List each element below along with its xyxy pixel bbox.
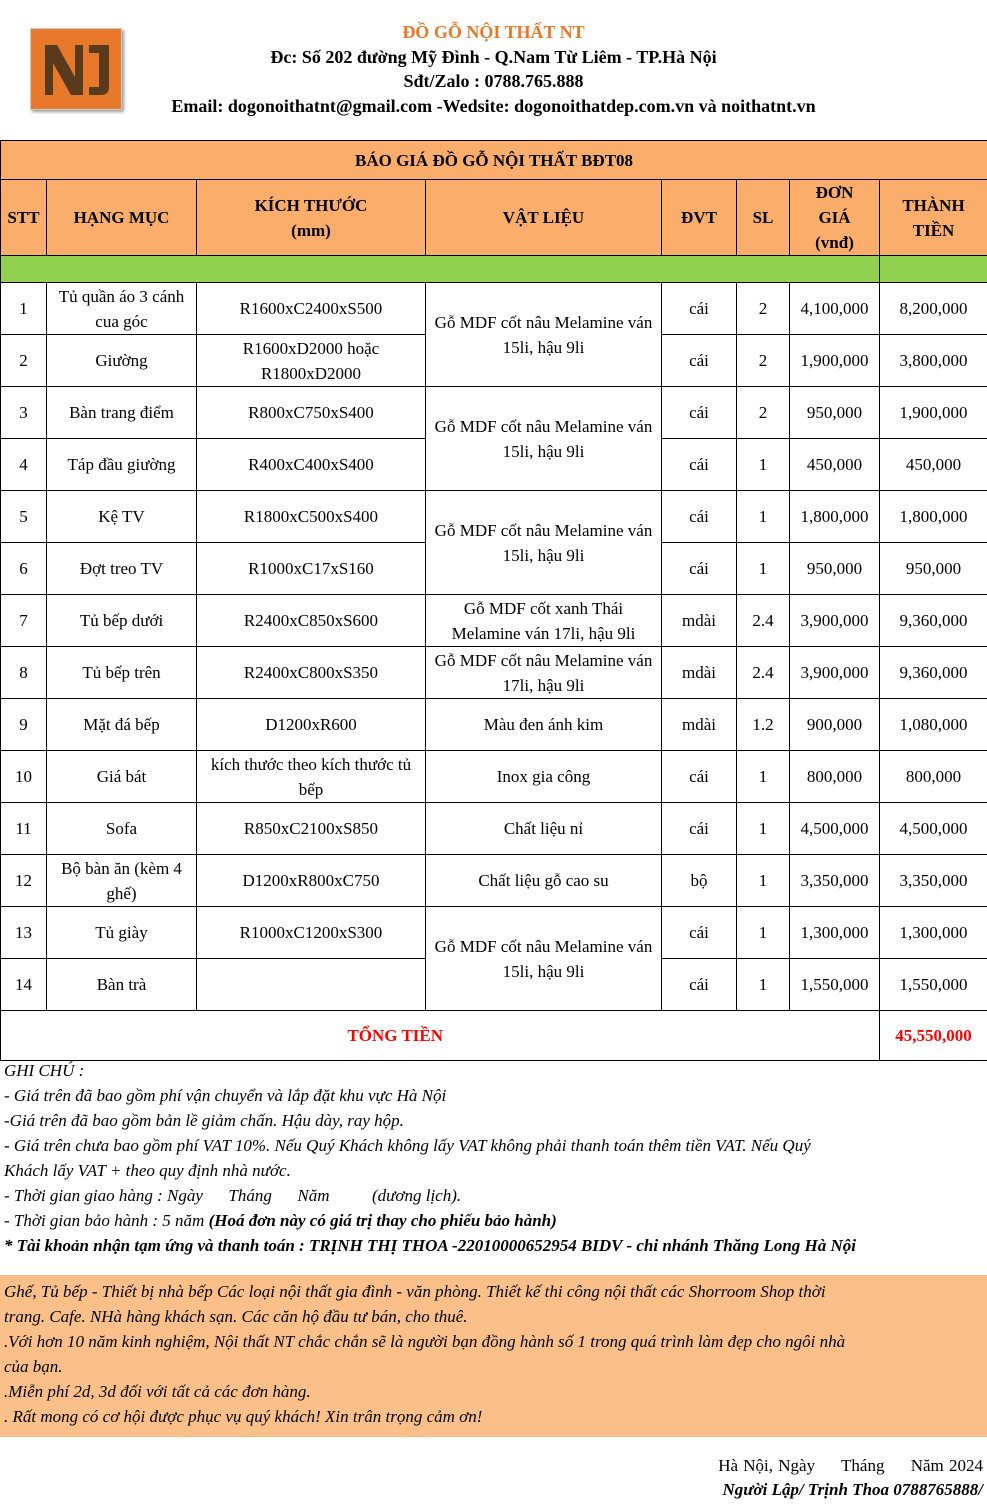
cell-item: Tủ giày: [47, 907, 197, 959]
table-row: [1, 855, 987, 907]
cell-qty: 1.2: [737, 699, 790, 751]
cell-item: Mặt đá bếp: [47, 699, 197, 751]
cell-qty: 2: [737, 335, 790, 387]
cell-price: 800,000: [790, 751, 880, 803]
cell-unit: mdài: [662, 699, 737, 751]
cell-size: [197, 959, 426, 1011]
col-header-unit: ĐVT: [662, 180, 737, 256]
cell-size: R1600xC2400xS500: [197, 283, 426, 335]
cell-stt: 8: [1, 647, 47, 699]
cell-item: Táp đầu giường: [47, 439, 197, 491]
promo-line: Ghế, Tủ bếp - Thiết bị nhà bếp Các loại nội thất gia đình - văn phòng. Thiết kế thi công nội thất các Shorroom Shop thời: [4, 1282, 826, 1301]
cell-price: 4,500,000: [790, 803, 880, 855]
cell-qty: 1: [737, 855, 790, 907]
cell-item: Giường: [47, 335, 197, 387]
company-name: ĐỒ GỖ NỘI THẤT NT: [402, 22, 585, 42]
cell-price: 950,000: [790, 387, 880, 439]
cell-price: 950,000: [790, 543, 880, 595]
cell-stt: 13: [1, 907, 47, 959]
cell-size: R1000xC17xS160: [197, 543, 426, 595]
promo-line: .Miễn phí 2d, 3d đối với tất cả các đơn hàng.: [4, 1382, 311, 1401]
table-row: [1, 387, 987, 439]
table-row: [1, 595, 987, 647]
table-row: [1, 647, 987, 699]
cell-material: Gỗ MDF cốt nâu Melamine ván 15li, hậu 9li: [426, 491, 662, 595]
cell-size: D1200xR800xC750: [197, 855, 426, 907]
note-item: - Giá trên chưa bao gồm phí VAT 10%. Nếu Quý Khách không lấy VAT không phải thanh toán thêm tiền VAT. Nếu Quý: [4, 1136, 811, 1155]
cell-item: Tủ bếp dưới: [47, 595, 197, 647]
cell-price: 3,900,000: [790, 647, 880, 699]
cell-material: Gỗ MDF cốt nâu Melamine ván 15li, hậu 9li: [426, 387, 662, 491]
cell-stt: 12: [1, 855, 47, 907]
cell-item: Giá bát: [47, 751, 197, 803]
cell-total: 1,080,000: [880, 699, 987, 751]
cell-price: 4,100,000: [790, 283, 880, 335]
cell-total: 950,000: [880, 543, 987, 595]
note-item: -Giá trên đã bao gồm bản lề giảm chấn. Hậu dày, ray hộp.: [4, 1111, 404, 1130]
notes-section: [4, 1058, 979, 1258]
cell-size: kích thước theo kích thước tủ bếp: [197, 751, 426, 803]
col-header-total: THÀNH TIỀN: [880, 180, 987, 256]
total-row: [1, 1011, 987, 1061]
cell-item: Sofa: [47, 803, 197, 855]
cell-size: R2400xC800xS350: [197, 647, 426, 699]
cell-total: 1,900,000: [880, 387, 987, 439]
signer-line: Người Lập/ Trịnh Thoa 0788765888/: [722, 1480, 983, 1499]
cell-total: 1,800,000: [880, 491, 987, 543]
promo-line: .Với hơn 10 năm kinh nghiệm, Nội thất NT chắc chắn sẽ là người bạn đồng hành số 1 trong quá trình làm đẹp cho ngôi nhà: [4, 1332, 846, 1351]
promo-box: [0, 1275, 987, 1437]
cell-material: Gỗ MDF cốt nâu Melamine ván 15li, hậu 9li: [426, 907, 662, 1011]
table-row: [1, 751, 987, 803]
table-row: [1, 699, 987, 751]
total-label: TỔNG TIỀN: [1, 1011, 790, 1061]
cell-item: Bàn trang điểm: [47, 387, 197, 439]
cell-qty: 1: [737, 959, 790, 1011]
cell-qty: 1: [737, 751, 790, 803]
promo-line: trang. Cafe. NHà hàng khách sạn. Các căn hộ đầu tư bán, cho thuê.: [4, 1307, 468, 1326]
cell-price: 1,300,000: [790, 907, 880, 959]
cell-price: 450,000: [790, 439, 880, 491]
cell-qty: 1: [737, 439, 790, 491]
col-header-size: KÍCH THƯỚC (mm): [197, 180, 426, 256]
cell-stt: 11: [1, 803, 47, 855]
cell-unit: cái: [662, 803, 737, 855]
cell-price: 1,900,000: [790, 335, 880, 387]
cell-item: Bàn trà: [47, 959, 197, 1011]
cell-stt: 7: [1, 595, 47, 647]
cell-item: Tủ quần áo 3 cánh cua góc: [47, 283, 197, 335]
cell-item: Đợt treo TV: [47, 543, 197, 595]
company-address: Đc: Số 202 đường Mỹ Đình - Q.Nam Từ Liêm - TP.Hà Nội: [270, 47, 717, 67]
note-item: - Thời gian giao hàng : Ngày Tháng Năm (dương lịch).: [4, 1186, 462, 1205]
bank-account-note: * Tài khoản nhận tạm ứng và thanh toán : TRỊNH THỊ THOA -22010000652954 BIDV - chi nhánh Thăng Long Hà Nội: [4, 1236, 857, 1255]
cell-unit: cái: [662, 543, 737, 595]
cell-stt: 2: [1, 335, 47, 387]
cell-material: Màu đen ánh kim: [426, 699, 662, 751]
cell-material: Chất liệu nỉ: [426, 803, 662, 855]
cell-stt: 4: [1, 439, 47, 491]
table-header-row: [1, 180, 987, 256]
cell-material: Inox gia công: [426, 751, 662, 803]
col-header-price: ĐƠN GIÁ (vnđ): [790, 180, 880, 256]
table-row: [1, 283, 987, 335]
note-item: - Thời gian bảo hành : 5 năm (Hoá đơn này có giá trị thay cho phiếu bảo hành): [4, 1211, 557, 1230]
cell-total: 8,200,000: [880, 283, 987, 335]
document-header: [0, 0, 987, 140]
promo-line: của bạn.: [4, 1357, 63, 1376]
cell-qty: 1: [737, 491, 790, 543]
notes-title: GHI CHÚ :: [4, 1061, 85, 1080]
cell-unit: cái: [662, 439, 737, 491]
col-header-item: HẠNG MỤC: [47, 180, 197, 256]
cell-total: 1,550,000: [880, 959, 987, 1011]
cell-unit: cái: [662, 283, 737, 335]
cell-total: 9,360,000: [880, 647, 987, 699]
cell-stt: 14: [1, 959, 47, 1011]
cell-qty: 1: [737, 543, 790, 595]
cell-qty: 2.4: [737, 595, 790, 647]
cell-unit: cái: [662, 959, 737, 1011]
quote-table: [0, 140, 987, 1061]
cell-qty: 1: [737, 907, 790, 959]
cell-item: Kệ TV: [47, 491, 197, 543]
cell-price: 1,550,000: [790, 959, 880, 1011]
note-item: Khách lấy VAT + theo quy định nhà nước.: [4, 1161, 291, 1180]
cell-price: 3,900,000: [790, 595, 880, 647]
cell-unit: cái: [662, 491, 737, 543]
cell-stt: 6: [1, 543, 47, 595]
cell-item: Bộ bàn ăn (kèm 4 ghế): [47, 855, 197, 907]
cell-material: Gỗ MDF cốt xanh Thái Melamine ván 17li, hậu 9li: [426, 595, 662, 647]
cell-size: R850xC2100xS850: [197, 803, 426, 855]
promo-line: . Rất mong có cơ hội được phục vụ quý khách! Xin trân trọng cảm ơn!: [4, 1407, 483, 1426]
cell-total: 450,000: [880, 439, 987, 491]
cell-unit: mdài: [662, 647, 737, 699]
cell-total: 800,000: [880, 751, 987, 803]
date-line: Hà Nội, Ngày Tháng Năm 2024: [718, 1456, 983, 1475]
total-value: 45,550,000: [880, 1011, 987, 1061]
cell-price: 900,000: [790, 699, 880, 751]
cell-item: Tủ bếp trên: [47, 647, 197, 699]
col-header-stt: STT: [1, 180, 47, 256]
cell-unit: cái: [662, 907, 737, 959]
cell-total: 1,300,000: [880, 907, 987, 959]
cell-unit: cái: [662, 335, 737, 387]
cell-unit: bộ: [662, 855, 737, 907]
cell-stt: 5: [1, 491, 47, 543]
cell-size: R1600xD2000 hoặc R1800xD2000: [197, 335, 426, 387]
quote-title: BÁO GIÁ ĐỒ GỖ NỘI THẤT BĐT08: [1, 141, 987, 180]
company-email-web: Email: dogonoithatnt@gmail.com -Wedsite: dogonoithatdep.com.vn và noithatnt.vn: [171, 96, 816, 116]
cell-unit: cái: [662, 387, 737, 439]
cell-price: 1,800,000: [790, 491, 880, 543]
cell-total: 9,360,000: [880, 595, 987, 647]
green-separator-row: [1, 256, 987, 283]
cell-material: Chất liệu gỗ cao su: [426, 855, 662, 907]
cell-total: 3,800,000: [880, 335, 987, 387]
cell-size: D1200xR600: [197, 699, 426, 751]
note-item: - Giá trên đã bao gồm phí vận chuyển và lắp đặt khu vực Hà Nội: [4, 1086, 447, 1105]
table-row: [1, 907, 987, 959]
cell-qty: 2: [737, 283, 790, 335]
table-row: [1, 491, 987, 543]
cell-total: 4,500,000: [880, 803, 987, 855]
cell-size: R800xC750xS400: [197, 387, 426, 439]
cell-price: 3,350,000: [790, 855, 880, 907]
table-row: [1, 803, 987, 855]
cell-size: R400xC400xS400: [197, 439, 426, 491]
cell-size: R1800xC500xS400: [197, 491, 426, 543]
col-header-qty: SL: [737, 180, 790, 256]
cell-stt: 1: [1, 283, 47, 335]
cell-unit: mdài: [662, 595, 737, 647]
cell-material: Gỗ MDF cốt nâu Melamine ván 15li, hậu 9li: [426, 283, 662, 387]
cell-qty: 2.4: [737, 647, 790, 699]
col-header-material: VẬT LIỆU: [426, 180, 662, 256]
cell-stt: 3: [1, 387, 47, 439]
cell-total: 3,350,000: [880, 855, 987, 907]
cell-stt: 10: [1, 751, 47, 803]
cell-size: R2400xC850xS600: [197, 595, 426, 647]
cell-size: R1000xC1200xS300: [197, 907, 426, 959]
cell-unit: cái: [662, 751, 737, 803]
cell-stt: 9: [1, 699, 47, 751]
cell-qty: 2: [737, 387, 790, 439]
company-phone: Sđt/Zalo : 0788.765.888: [403, 71, 584, 91]
cell-material: Gỗ MDF cốt nâu Melamine ván 17li, hậu 9li: [426, 647, 662, 699]
cell-qty: 1: [737, 803, 790, 855]
